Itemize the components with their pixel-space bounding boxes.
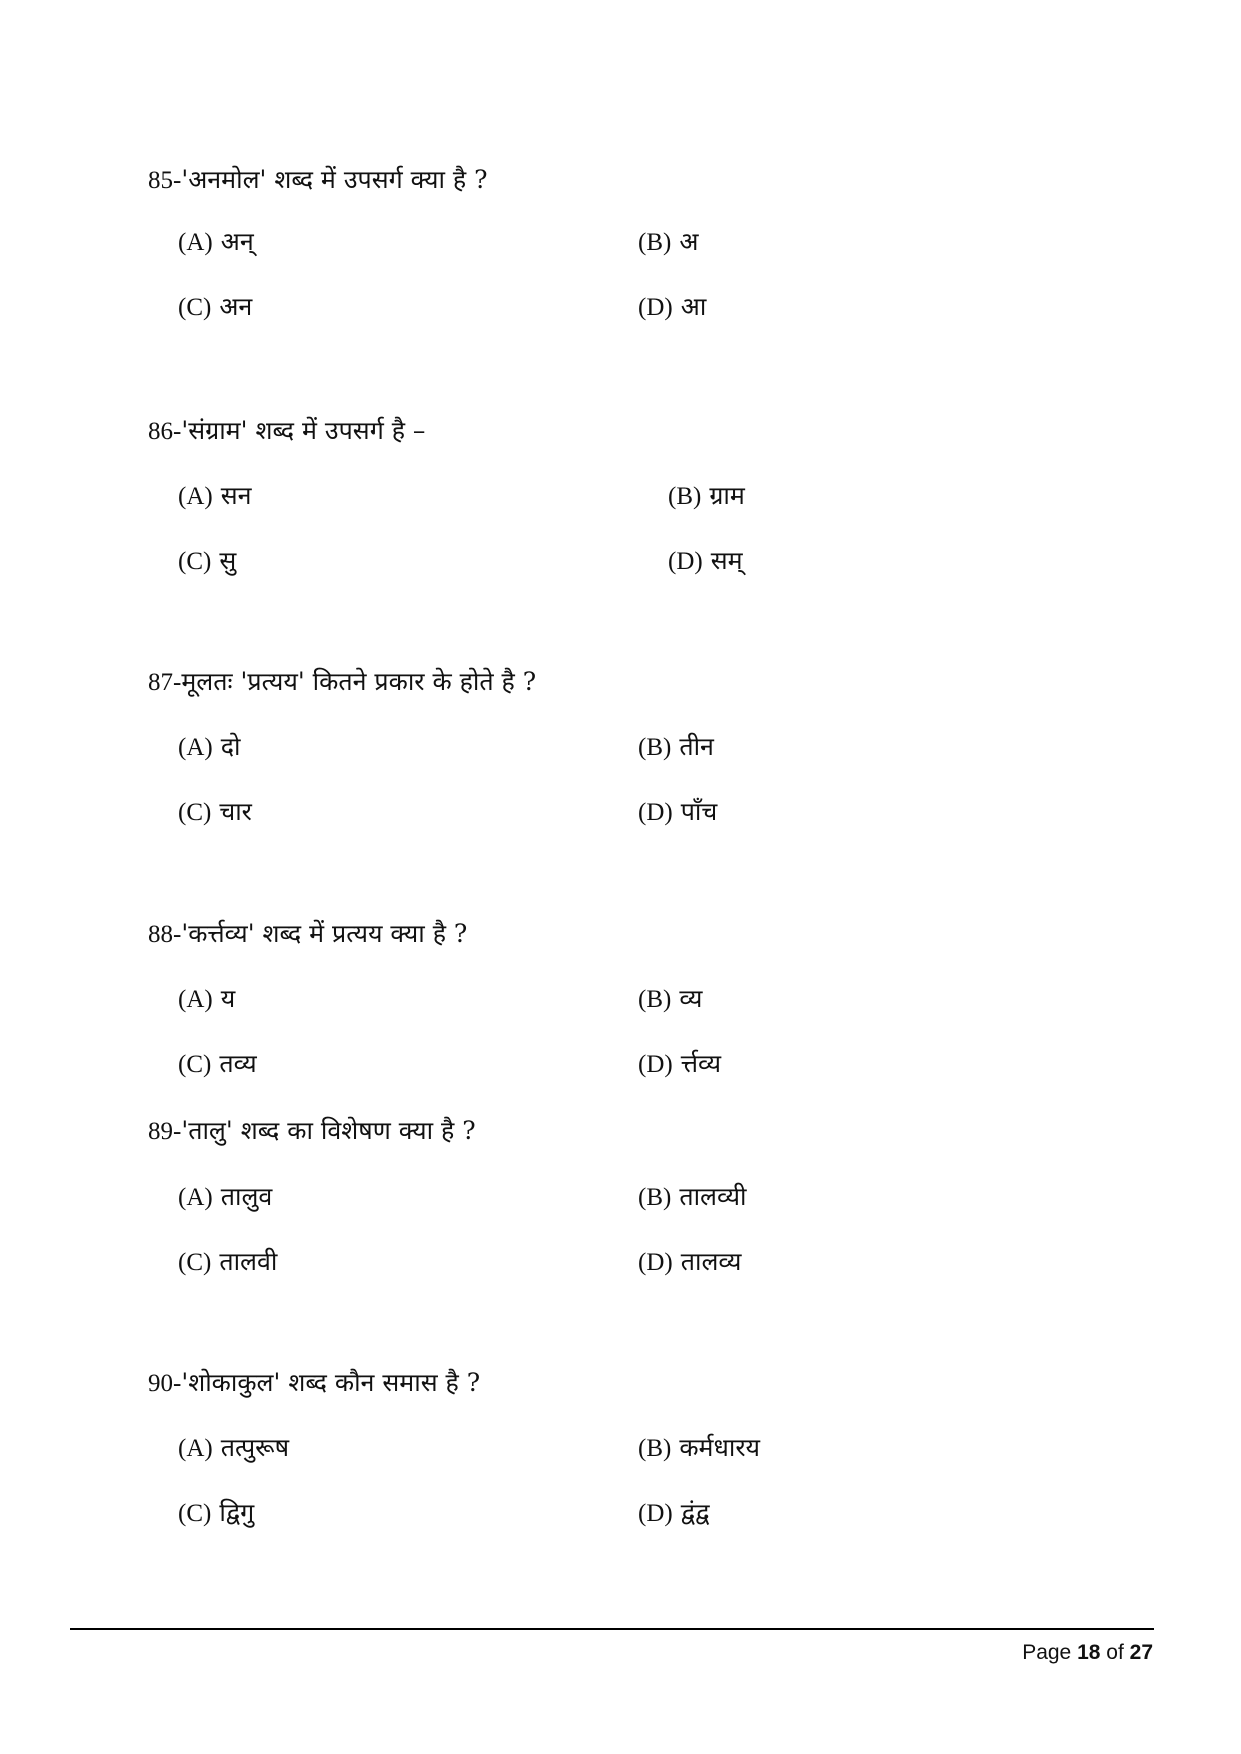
option-d [638,1493,709,1534]
option-text: तीन [679,732,714,761]
page-total: 27 [1129,1641,1153,1664]
option-text: आ [680,292,707,321]
option-text: तालवी [219,1247,278,1276]
option-c [178,1044,257,1085]
option-text: सन [220,481,252,510]
question-88 [0,914,1241,1094]
option-a [178,727,240,768]
question-number: 89- [148,1118,182,1145]
option-text: द्विगु [219,1498,255,1527]
question-text [148,1363,480,1404]
option-text: तालव्य [680,1247,742,1276]
option-text: तालुव [220,1182,273,1211]
option-b [638,1177,747,1218]
option-b [668,476,745,517]
option-letter: (B) [638,734,672,761]
option-letter: (D) [638,294,673,321]
option-text: अ [679,227,699,256]
option-d [668,541,743,582]
option-letter: (B) [638,986,672,1013]
question-text [148,1111,476,1152]
question-number: 86- [148,418,182,445]
option-a [178,476,252,517]
option-b [638,222,698,263]
option-c [178,541,236,582]
option-letter: (B) [638,1435,672,1462]
option-letter: (D) [638,1249,673,1276]
option-letter: (C) [178,1500,212,1527]
option-text: तालव्यी [679,1182,747,1211]
question-prompt: 'कर्त्तव्य' शब्द में प्रत्यय क्या है ? [181,919,468,948]
option-letter: (D) [668,548,703,575]
question-text [148,662,536,703]
question-90 [0,1363,1241,1543]
option-letter: (B) [638,1184,672,1211]
question-number: 88- [148,921,182,948]
option-a [178,222,254,263]
option-letter: (D) [638,1500,673,1527]
question-prompt: 'तालु' शब्द का विशेषण क्या है ? [181,1116,476,1145]
question-number: 87- [148,669,182,696]
page-number [1022,1636,1153,1670]
option-text: द्वंद्व [680,1498,710,1527]
option-letter: (B) [668,483,702,510]
page-of: of [1106,1641,1124,1664]
option-a [178,1428,289,1469]
option-letter: (A) [178,734,213,761]
option-letter: (C) [178,799,212,826]
option-b [638,1428,760,1469]
option-text: सु [219,546,237,575]
option-d [638,1044,721,1085]
question-number: 85- [148,167,182,194]
option-text: य [220,984,236,1013]
option-text: सम् [710,546,743,575]
option-text: ग्राम [709,481,745,510]
question-87 [0,662,1241,842]
option-letter: (A) [178,229,213,256]
option-text: कर्मधारय [679,1433,761,1462]
page-prefix: Page [1022,1641,1072,1664]
option-d [638,792,717,833]
question-text [148,160,488,201]
footer-divider [70,1628,1154,1630]
question-prompt: 'अनमोल' शब्द में उपसर्ग क्या है ? [181,165,488,194]
option-text: र्त्तव्य [680,1049,722,1078]
option-letter: (C) [178,294,212,321]
option-letter: (D) [638,1051,673,1078]
question-text [148,914,467,955]
question-86 [0,411,1241,591]
option-text: तत्पुरूष [220,1433,290,1462]
question-text [148,411,425,452]
option-b [638,727,714,768]
option-letter: (A) [178,483,213,510]
question-prompt: 'शोकाकुल' शब्द कौन समास है ? [181,1368,481,1397]
option-text: चार [219,797,252,826]
option-text: तव्य [219,1049,257,1078]
option-a [178,979,235,1020]
option-c [178,792,252,833]
question-85 [0,160,1241,340]
option-text: अन [219,292,253,321]
option-text: व्य [679,984,703,1013]
option-c [178,287,252,328]
option-a [178,1177,272,1218]
option-letter: (B) [638,229,672,256]
option-c [178,1493,254,1534]
question-prompt: 'संग्राम' शब्द में उपसर्ग है – [181,416,426,445]
option-letter: (A) [178,1184,213,1211]
option-b [638,979,702,1020]
option-letter: (A) [178,986,213,1013]
question-prompt: मूलतः 'प्रत्यय' कितने प्रकार के होते है ? [181,667,537,696]
option-letter: (A) [178,1435,213,1462]
option-text: अन् [220,227,254,256]
question-89 [0,1111,1241,1291]
option-text: पाँच [680,797,718,826]
option-letter: (D) [638,799,673,826]
option-letter: (C) [178,1051,212,1078]
option-text: दो [220,732,241,761]
option-c [178,1242,277,1283]
option-letter: (C) [178,1249,212,1276]
option-d [638,287,706,328]
question-number: 90- [148,1370,182,1397]
page-current: 18 [1077,1641,1101,1664]
option-letter: (C) [178,548,212,575]
option-d [638,1242,741,1283]
